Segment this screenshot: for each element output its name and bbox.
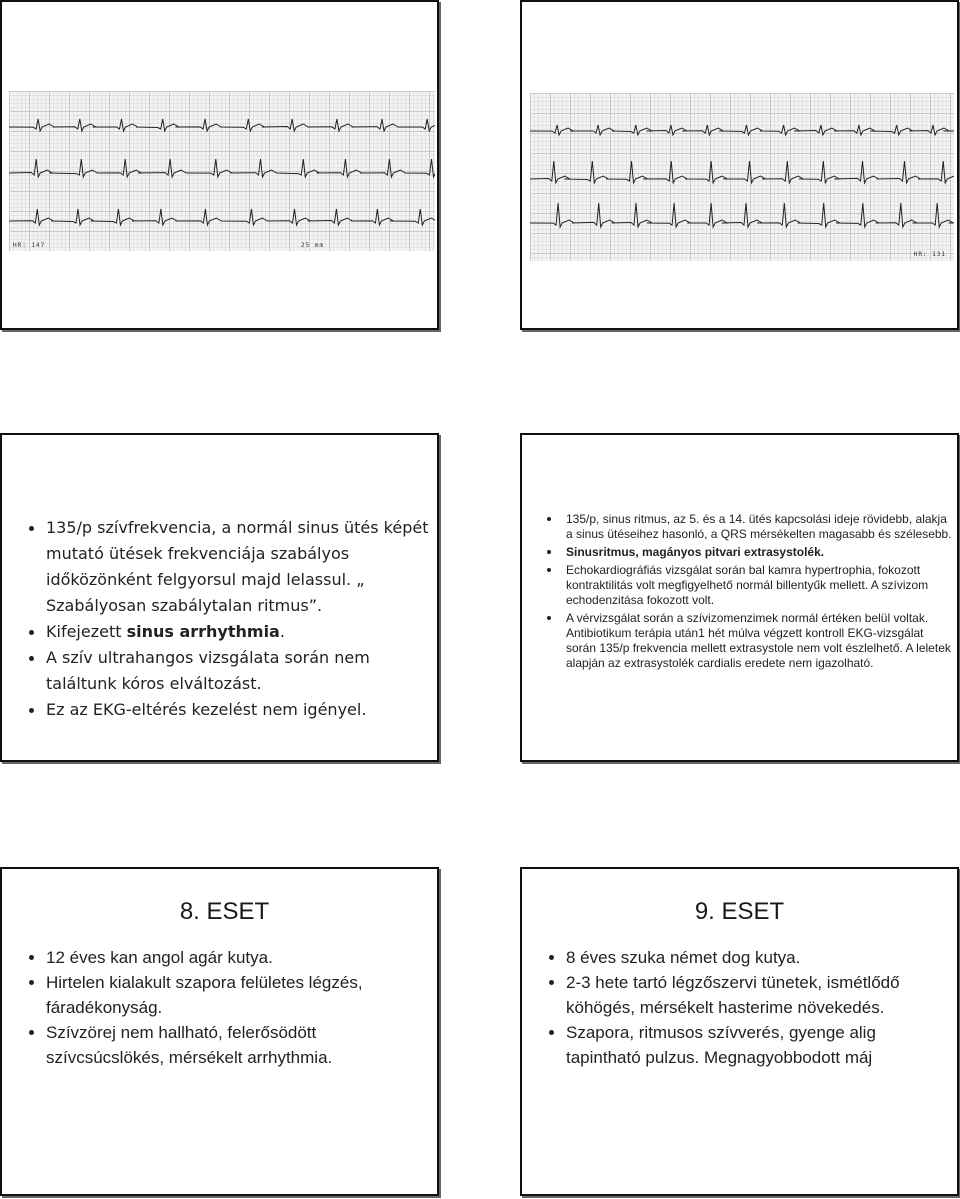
ecg-speed-label: 25 mm <box>301 242 325 249</box>
ecg-lead-trace <box>530 161 954 183</box>
ecg-waveform <box>530 93 954 261</box>
slide-ecg-2 <box>520 0 959 330</box>
ecg-heart-rate-label: HR: 131 <box>913 251 946 258</box>
slide-case-8 <box>0 867 439 1196</box>
bullet-item <box>542 512 952 542</box>
bullet-item: Szapora, ritmusos szívverés, gyenge alig tapintható pulzus. Megnagyobbodott máj <box>542 1020 952 1070</box>
ecg-heart-rate-label: HR: 147 <box>13 242 46 249</box>
bullet-item <box>542 611 952 671</box>
bullet-text: Ez az EKG-eltérés kezelést nem igényel. <box>46 700 367 719</box>
slide-case-9 <box>520 867 959 1196</box>
bullet-list <box>22 515 430 723</box>
bullet-item: Szívzörej nem hallható, felerősödött szívcsúcslökés, mérsékelt arrhythmia. <box>22 1020 432 1070</box>
bullet-text: A szív ultrahangos vizsgálata során nem találtunk kóros elváltozást. <box>46 648 370 693</box>
slide-extrasystole <box>520 433 959 762</box>
bullet-text: A vérvizsgálat során a szívizomenzimek normál értéken belül voltak. Antibiotikum terápia után1 hét múlva végzett kontroll EKG-vizsgálat során 135/p frekvencia mellett extrasystole nem volt észlelhető. A leletek alapján az extrasystolék cardialis eredete nem igazolható. <box>566 611 951 670</box>
bullet-text: 135/p szívfrekvencia, a normál sinus ütés képét mutató ütések frekvenciája szabályos időközönként felgyorsul majd lelassul. „ Szabályosan szabálytalan ritmus”. <box>46 518 429 615</box>
bullet-item <box>542 545 952 560</box>
bullet-list <box>22 945 432 1070</box>
bullet-text: 135/p, sinus ritmus, az 5. és a 14. ütés kapcsolási ideje rövidebb, alakja a sinus ütéseihez hasonló, a QRS mérsékelten magasabb és szélesebb. <box>566 512 952 541</box>
ecg-lead-trace <box>9 209 435 225</box>
ecg-lead-trace <box>530 125 954 135</box>
slide-sinus-arrhythmia <box>0 433 439 762</box>
ecg-lead-trace <box>530 203 954 227</box>
bullet-item: 8 éves szuka német dog kutya. <box>542 945 952 970</box>
ecg-lead-trace <box>9 119 435 131</box>
ecg-waveform <box>9 91 435 251</box>
bullet-text: Kifejezett <box>46 622 127 641</box>
bullet-bold-text: Sinusritmus, magányos pitvari extrasystolék. <box>566 545 825 559</box>
bullet-bold-text: sinus arrhythmia <box>126 622 280 641</box>
bullet-item <box>22 619 430 645</box>
bullet-item <box>22 515 430 619</box>
ecg-tracing-image <box>9 91 435 251</box>
bullet-list <box>542 945 952 1070</box>
slide-title: 9. ESET <box>694 898 785 925</box>
slide-ecg-1 <box>0 0 439 330</box>
bullet-text: Echokardiográfiás vizsgálat során bal kamra hypertrophia, fokozott kontraktilitás volt megfigyelhető normál billentyűk mellett. A szívizom echodenzitása fokozott volt. <box>566 563 929 607</box>
bullet-item: 12 éves kan angol agár kutya. <box>22 945 432 970</box>
bullet-item <box>22 645 430 697</box>
bullet-item <box>22 697 430 723</box>
bullet-list <box>542 512 952 674</box>
ecg-tracing-image <box>530 93 954 261</box>
ecg-lead-trace <box>9 159 435 177</box>
bullet-item <box>542 563 952 608</box>
slide-title: 8. ESET <box>179 898 270 925</box>
bullet-item: 2-3 hete tartó légzőszervi tünetek, ismétlődő köhögés, mérsékelt hasterime növekedés. <box>542 970 952 1020</box>
bullet-item: Hirtelen kialakult szapora felületes légzés, fáradékonyság. <box>22 970 432 1020</box>
bullet-text: . <box>279 622 285 641</box>
